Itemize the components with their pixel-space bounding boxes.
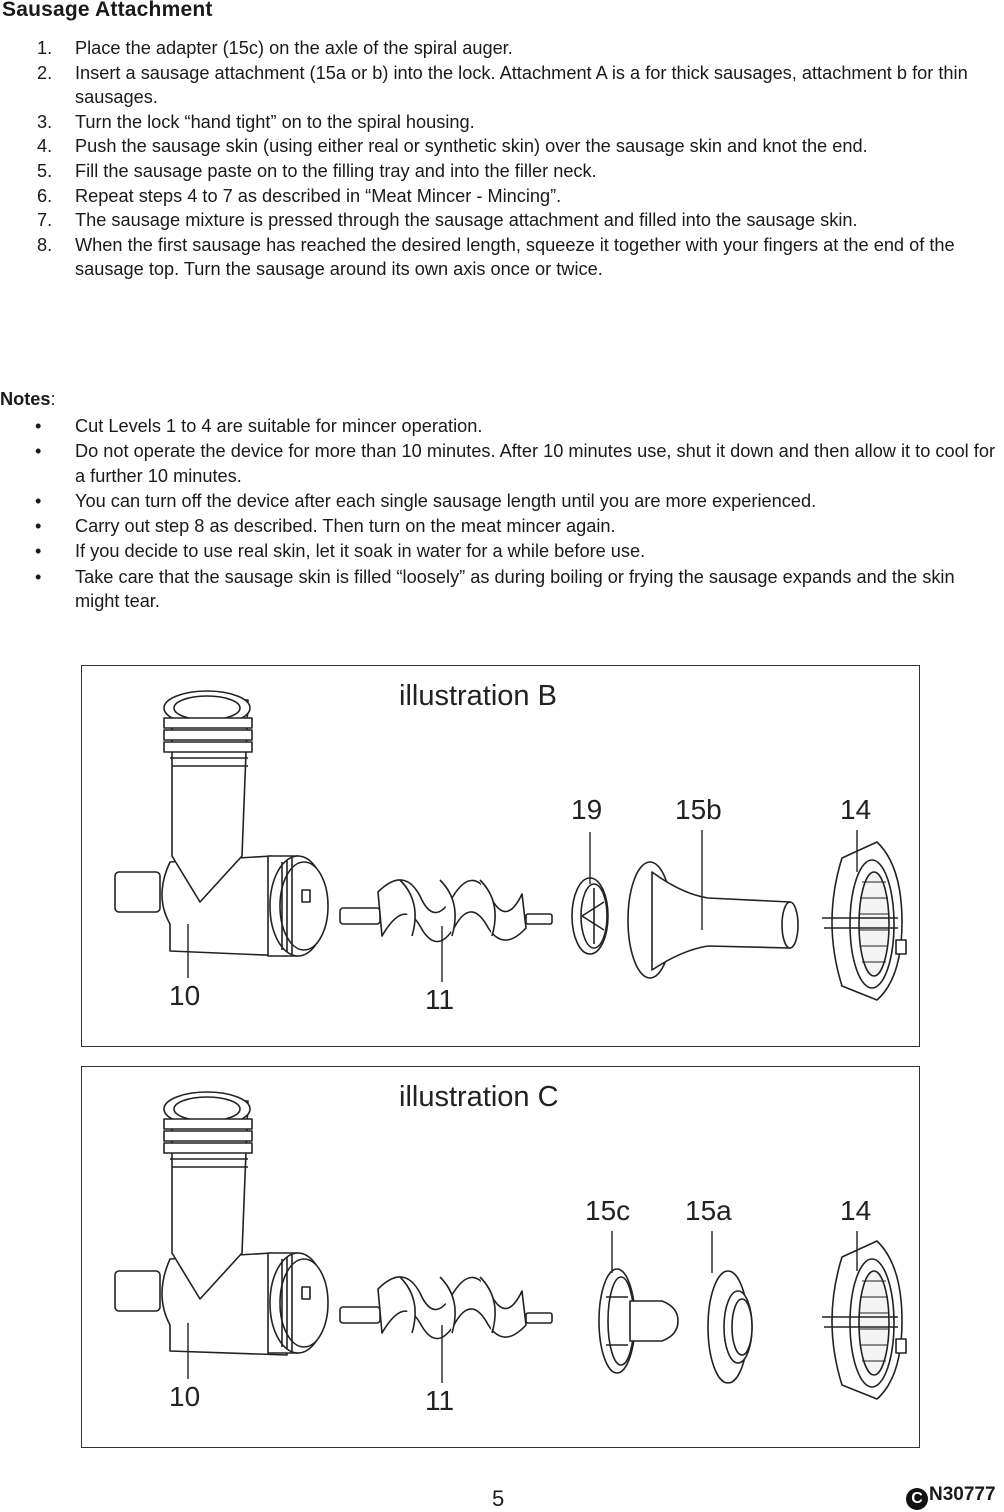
cn-logo-icon: C bbox=[906, 1488, 928, 1510]
spiral-housing-drawing bbox=[115, 1092, 328, 1355]
step-text: Repeat steps 4 to 7 as described in “Meat Mincer - Mincing”. bbox=[75, 185, 562, 206]
notes-list bbox=[0, 414, 1004, 614]
list-item bbox=[0, 110, 1004, 135]
label-15c: 15c bbox=[585, 1195, 631, 1226]
list-item bbox=[0, 134, 1004, 159]
illustration-c-title: illustration C bbox=[399, 1081, 559, 1113]
label-10: 10 bbox=[169, 1381, 201, 1412]
tube-15b-drawing bbox=[628, 862, 798, 978]
step-number: 1. bbox=[37, 38, 53, 58]
ring-19-drawing bbox=[572, 878, 608, 954]
step-text: Insert a sausage attachment (15a or b) into the lock. Attachment A is a for thick sausages, attachment b for thin sausages. bbox=[75, 62, 968, 108]
note-text: Do not operate the device for more than 10 minutes. After 10 minutes use, shut it down and then allow it to cool for a further 10 minutes. bbox=[75, 441, 996, 486]
list-item bbox=[0, 539, 1004, 564]
label-10: 10 bbox=[169, 980, 201, 1011]
label-11: 11 bbox=[425, 1385, 455, 1416]
lock-14-drawing bbox=[822, 842, 906, 1000]
label-19: 19 bbox=[571, 794, 603, 825]
label-14: 14 bbox=[840, 1195, 872, 1226]
step-number: 6. bbox=[37, 185, 53, 206]
bullet: • bbox=[35, 441, 42, 462]
list-item bbox=[0, 184, 1004, 209]
step-number: 5. bbox=[37, 160, 53, 181]
label-15a: 15a bbox=[685, 1195, 732, 1226]
step-number: 4. bbox=[37, 136, 53, 157]
list-item bbox=[0, 565, 1004, 614]
bullet: • bbox=[35, 566, 42, 587]
note-text: Carry out step 8 as described. Then turn on the meat mincer again. bbox=[75, 516, 616, 537]
product-code bbox=[906, 1484, 996, 1510]
step-text: Turn the lock “hand tight” on to the spiral housing. bbox=[75, 111, 475, 132]
list-item bbox=[0, 208, 1004, 233]
step-number: 3. bbox=[37, 111, 53, 132]
list-item bbox=[0, 159, 1004, 184]
step-text: Fill the sausage paste on to the filling tray and into the filler neck. bbox=[75, 160, 597, 181]
illustration-c-drawing bbox=[82, 1067, 921, 1449]
bullet: • bbox=[35, 416, 42, 436]
list-item bbox=[0, 514, 1004, 539]
illustration-b bbox=[81, 665, 920, 1047]
illustration-c bbox=[81, 1066, 920, 1448]
steps-list bbox=[0, 36, 1004, 282]
list-item bbox=[0, 233, 1004, 282]
bullet: • bbox=[35, 541, 42, 562]
note-text: You can turn off the device after each single sausage length until you are more experienced. bbox=[75, 490, 817, 511]
product-code-text: N30777 bbox=[929, 1484, 996, 1505]
step-text: Place the adapter (15c) on the axle of the spiral auger. bbox=[75, 38, 513, 58]
step-text: Push the sausage skin (using either real or synthetic skin) over the sausage skin and knot the end. bbox=[75, 136, 868, 157]
spiral-auger-drawing bbox=[340, 1277, 552, 1339]
list-item bbox=[0, 439, 1004, 488]
list-item bbox=[0, 414, 1004, 439]
adapter-15c-drawing bbox=[599, 1269, 678, 1373]
section-title: Sausage Attachment bbox=[2, 0, 213, 21]
illustration-b-drawing bbox=[82, 666, 921, 1048]
bullet: • bbox=[35, 490, 42, 511]
notes-heading-label: Notes bbox=[0, 389, 51, 409]
list-item bbox=[0, 36, 1004, 61]
notes-heading bbox=[0, 389, 56, 410]
step-number: 2. bbox=[37, 62, 53, 83]
illustration-b-title: illustration B bbox=[399, 680, 557, 712]
notes-heading-colon: : bbox=[50, 389, 56, 409]
label-14: 14 bbox=[840, 794, 872, 825]
step-text: When the first sausage has reached the desired length, squeeze it together with your fingers at the end of the sausage top. Turn the sausage around its own axis once or twice. bbox=[75, 234, 955, 280]
list-item bbox=[0, 61, 1004, 110]
spiral-housing-drawing bbox=[115, 691, 328, 956]
page-number: 5 bbox=[492, 1486, 505, 1511]
label-15b: 15b bbox=[675, 794, 722, 825]
note-text: Take care that the sausage skin is filled “loosely” as during boiling or frying the sausage expands and the skin might tear. bbox=[75, 566, 955, 612]
step-number: 7. bbox=[37, 210, 53, 231]
step-text: The sausage mixture is pressed through the sausage attachment and filled into the sausage skin. bbox=[75, 210, 858, 231]
lock-14-drawing bbox=[822, 1241, 906, 1399]
label-11: 11 bbox=[425, 984, 455, 1015]
note-text: If you decide to use real skin, let it soak in water for a while before use. bbox=[75, 541, 646, 562]
attachment-15a-drawing bbox=[708, 1271, 752, 1383]
note-text: Cut Levels 1 to 4 are suitable for mincer operation. bbox=[75, 416, 483, 436]
step-number: 8. bbox=[37, 234, 53, 255]
list-item bbox=[0, 489, 1004, 514]
bullet: • bbox=[35, 516, 42, 537]
spiral-auger-drawing bbox=[340, 880, 552, 942]
